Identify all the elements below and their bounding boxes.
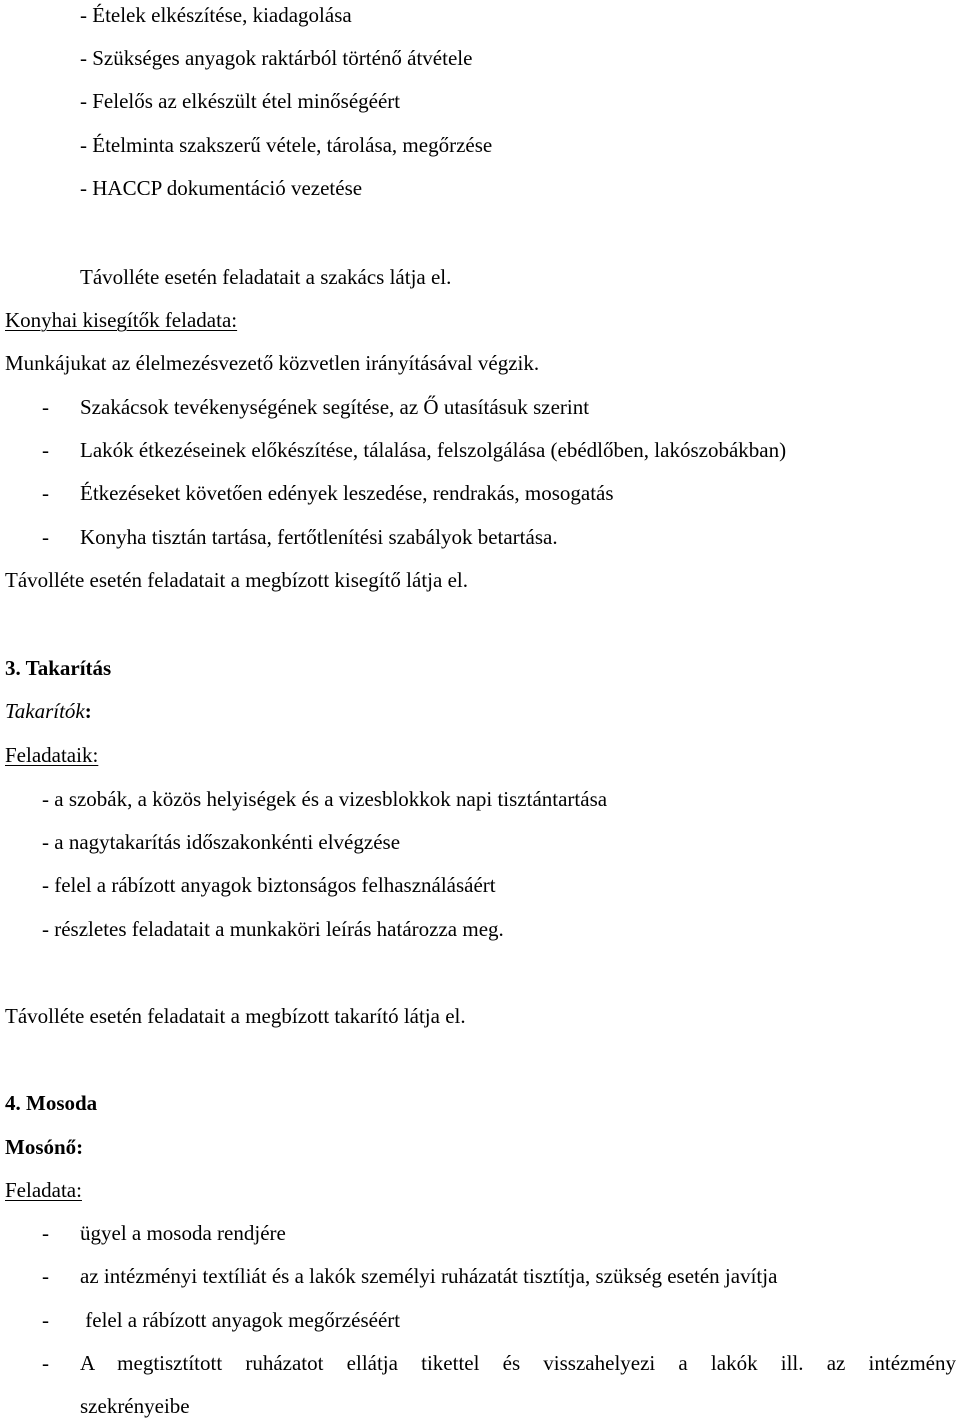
dash-bullet: - xyxy=(42,1351,49,1375)
cleaning-role xyxy=(5,698,92,724)
laundry-role: Mosónő: xyxy=(5,1135,84,1159)
dash-bullet: - xyxy=(42,481,49,505)
section-title-laundry: 4. Mosoda xyxy=(5,1091,98,1115)
cleaning-tasks-heading: Feladataik: xyxy=(5,743,99,767)
cleaning-role-label: Takarítók xyxy=(5,699,85,723)
list-item: - Ételminta szakszerű vétele, tárolása, megőrzése xyxy=(80,133,493,157)
dash-bullet: - xyxy=(42,1221,49,1245)
dash-bullet: - xyxy=(42,525,49,549)
list-item-text: felel a rábízott anyagok megőrzéséért xyxy=(80,1308,401,1332)
section-title-cleaning: 3. Takarítás xyxy=(5,656,112,680)
list-item-text: Konyha tisztán tartása, fertőtlenítési szabályok betartása. xyxy=(80,525,558,549)
list-item-text: Étkezéseket követően edények leszedése, rendrakás, mosogatás xyxy=(80,481,614,505)
list-item-text: Lakók étkezéseinek előkészítése, tálalása, felszolgálása (ebédlőben, lakószobákban) xyxy=(80,438,787,462)
list-item: - a szobák, a közös helyiségek és a vizesblokkok napi tisztántartása xyxy=(42,787,608,811)
absence-note-helper: Távolléte esetén feladatait a megbízott kisegítő látja el. xyxy=(5,568,468,592)
list-item: - Ételek elkészítése, kiadagolása xyxy=(80,3,352,27)
laundry-tasks-heading: Feladata: xyxy=(5,1178,82,1202)
absence-note-cleaner: Távolléte esetén feladatait a megbízott takarító látja el. xyxy=(5,1004,466,1028)
kitchen-helpers-heading: Konyhai kisegítők feladata: xyxy=(5,308,238,332)
list-item-text: A megtisztított ruházatot ellátja tikettel és visszahelyezi a lakók ill. az intézmény xyxy=(80,1351,956,1375)
list-item: - a nagytakarítás időszakonkénti elvégzése xyxy=(42,830,401,854)
list-item-text: az intézményi textíliát és a lakók személyi ruházatát tisztítja, szükség esetén javítja xyxy=(80,1264,778,1288)
list-item-text: ügyel a mosoda rendjére xyxy=(80,1221,286,1245)
dash-bullet: - xyxy=(42,1308,49,1332)
list-item-continuation: szekrényeibe xyxy=(80,1394,190,1418)
dash-bullet: - xyxy=(42,395,49,419)
cleaning-role-colon: : xyxy=(84,699,92,723)
absence-note-cook: Távolléte esetén feladatait a szakács látja el. xyxy=(80,265,452,289)
list-item: - Felelős az elkészült étel minőségéért xyxy=(80,89,401,113)
list-item-text: Szakácsok tevékenységének segítése, az Ő utasításuk szerint xyxy=(80,395,590,419)
list-item: - Szükséges anyagok raktárból történő átvétele xyxy=(80,46,473,70)
kitchen-helpers-intro: Munkájukat az élelmezésvezető közvetlen irányításával végzik. xyxy=(5,351,540,375)
dash-bullet: - xyxy=(42,1264,49,1288)
list-item: - részletes feladatait a munkaköri leírás határozza meg. xyxy=(42,917,504,941)
dash-bullet: - xyxy=(42,438,49,462)
list-item: - HACCP dokumentáció vezetése xyxy=(80,176,363,200)
list-item: - felel a rábízott anyagok biztonságos felhasználásáért xyxy=(42,873,496,897)
